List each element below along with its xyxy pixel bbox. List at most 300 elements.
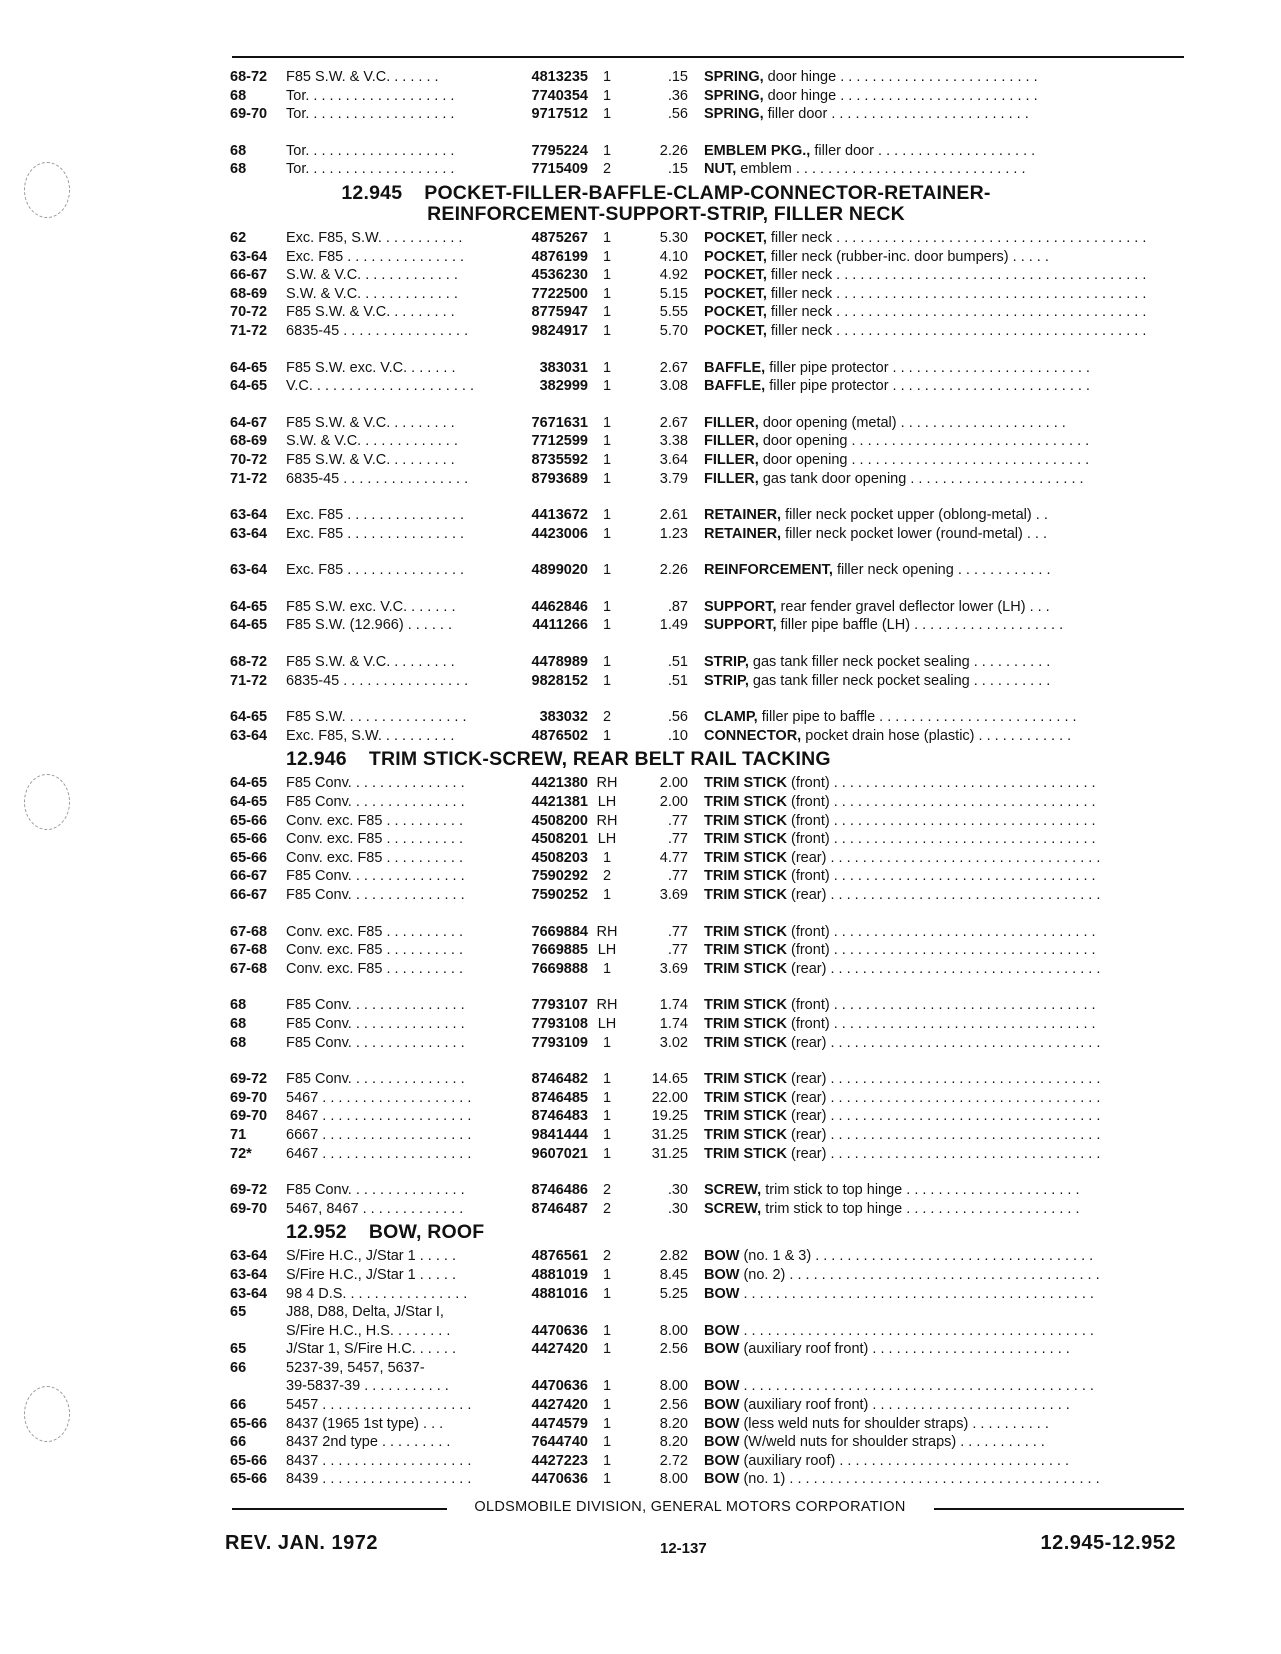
quantity: 1 (602, 525, 612, 542)
year-range: 69-70 (230, 1108, 268, 1125)
part-number: 4427223 (531, 1452, 588, 1469)
model-applicability: 8467 . . . . . . . . . . . . . . . . . . . (286, 1108, 472, 1125)
price: 3.69 (659, 960, 688, 977)
column-spacer (688, 229, 704, 248)
part-description (704, 1181, 1186, 1200)
part-detail: (front) . . . . . . . . . . . . . . . . . . . . . . . . . . . . . . . . . (791, 942, 1096, 959)
part-number: 4876199 (531, 248, 588, 265)
part-row (230, 266, 1186, 285)
part-description (704, 377, 1186, 396)
quantity (592, 1359, 622, 1378)
year-range: 65-66 (230, 1415, 268, 1432)
model-applicability: 6835-45 . . . . . . . . . . . . . . . . (286, 672, 469, 689)
part-number: 4423006 (531, 525, 588, 542)
quantity: 1 (602, 1378, 612, 1395)
footer-line (232, 1499, 1184, 1519)
part-description (704, 1126, 1186, 1145)
part-number: 8746486 (531, 1182, 588, 1199)
column-spacer (688, 248, 704, 267)
model-applicability: Tor. . . . . . . . . . . . . . . . . . . (286, 161, 455, 178)
part-number: 9841444 (531, 1126, 588, 1143)
year-range: 64-65 (230, 709, 268, 726)
column-spacer (688, 1452, 704, 1471)
model-applicability: F85 S.W. exc. V.C. . . . . . . (286, 598, 456, 615)
part-row (230, 414, 1186, 433)
row-spacer (230, 690, 1186, 708)
part-detail: (rear) . . . . . . . . . . . . . . . . . . . . . . . . . . . . . . . . . . (791, 1071, 1101, 1088)
column-spacer (688, 1107, 704, 1126)
part-description (704, 793, 1186, 812)
part-name: BOW (704, 1322, 740, 1339)
part-name: TRIM STICK (704, 1145, 787, 1162)
price: 5.70 (659, 322, 688, 339)
model-applicability: Tor. . . . . . . . . . . . . . . . . . . (286, 142, 455, 159)
part-row (230, 1247, 1186, 1266)
part-description (704, 229, 1186, 248)
part-number: 4876561 (531, 1248, 588, 1265)
quantity: 1 (602, 1108, 612, 1125)
part-number: 4427420 (531, 1341, 588, 1358)
year-range: 71-72 (230, 672, 268, 689)
part-row (230, 160, 1186, 179)
part-number: 7644740 (531, 1434, 588, 1451)
column-spacer (688, 1415, 704, 1434)
part-description (704, 303, 1186, 322)
part-name: TRIM STICK (704, 887, 787, 903)
part-number: 4462846 (531, 598, 588, 615)
part-detail: (rear) . . . . . . . . . . . . . . . . . . . . . . . . . . . . . . . . . . (791, 1145, 1101, 1162)
part-detail: filler neck pocket upper (oblong-metal) . . (785, 507, 1048, 524)
punch-hole-top (24, 162, 70, 218)
year-range (230, 1377, 286, 1396)
part-number: 4470636 (531, 1378, 588, 1395)
price: .10 (667, 727, 688, 744)
part-row (230, 774, 1186, 793)
price: .77 (667, 831, 688, 848)
part-description (704, 322, 1186, 341)
part-description (704, 886, 1186, 905)
top-rule (232, 56, 1184, 58)
part-row (230, 322, 1186, 341)
part-detail: (auxiliary roof) . . . . . . . . . . . . . . . . . . . . . . . . . . . . . (743, 1452, 1069, 1469)
column-spacer (688, 1266, 704, 1285)
row-spacer (230, 635, 1186, 653)
column-spacer (688, 160, 704, 179)
part-name: TRIM STICK (704, 997, 787, 1014)
row-spacer (230, 488, 1186, 506)
model-applicability: S/Fire H.C., J/Star 1 . . . . . (286, 1248, 457, 1265)
price: 8.20 (659, 1415, 688, 1432)
part-row (230, 1089, 1186, 1108)
part-detail: filler neck pocket lower (round-metal) . . . (785, 525, 1048, 542)
section-heading (286, 749, 1186, 770)
column-spacer (688, 774, 704, 793)
part-number: 9828152 (531, 672, 588, 689)
punch-hole-bottom (24, 1386, 70, 1442)
part-number: 4474579 (531, 1415, 588, 1432)
part-number: 4876502 (531, 727, 588, 744)
part-description (704, 285, 1186, 304)
part-description (704, 1303, 1186, 1322)
part-number: 4478989 (531, 654, 588, 671)
column-spacer (688, 996, 704, 1015)
quantity: 1 (602, 414, 612, 431)
part-name: RETAINER, (704, 507, 782, 524)
part-description (704, 1377, 1186, 1396)
part-detail: (rear) . . . . . . . . . . . . . . . . . . . . . . . . . . . . . . . . . . (791, 849, 1101, 866)
section-number: 12.952 (286, 1221, 347, 1244)
section-number: 12.945 (341, 181, 403, 204)
model-applicability: 39-5837-39 . . . . . . . . . . . (286, 1378, 449, 1395)
model-applicability: F85 S.W. exc. V.C. . . . . . . (286, 359, 456, 376)
footer-corporation: OLDSMOBILE DIVISION, GENERAL MOTORS CORPORATION (474, 1499, 906, 1515)
model-applicability: F85 S.W. & V.C. . . . . . . . . (286, 304, 455, 321)
part-row (230, 359, 1186, 378)
year-range: 65-66 (230, 831, 268, 848)
part-detail: door opening . . . . . . . . . . . . . . . . . . . . . . . . . . . . . . (762, 433, 1090, 450)
part-detail: (no. 1) . . . . . . . . . . . . . . . . . . . . . . . . . . . . . . . . . . . . . . . (743, 1471, 1100, 1488)
part-number: 7590252 (531, 887, 588, 903)
column-spacer (688, 1126, 704, 1145)
year-range: 68 (230, 142, 247, 159)
model-applicability: Conv. exc. F85 . . . . . . . . . . (286, 923, 464, 940)
part-name: TRIM STICK (704, 923, 787, 940)
part-description (704, 1247, 1186, 1266)
row-spacer (230, 1052, 1186, 1070)
model-applicability: Exc. F85 . . . . . . . . . . . . . . . (286, 562, 465, 579)
part-detail: filler neck . . . . . . . . . . . . . . . . . . . . . . . . . . . . . . . . . . . . . . . (770, 285, 1147, 302)
part-detail: door hinge . . . . . . . . . . . . . . . . . . . . . . . . . (767, 69, 1038, 85)
part-detail: filler pipe baffle (LH) . . . . . . . . . . . . . . . . . . . (780, 617, 1064, 634)
model-applicability: F85 S.W. & V.C. . . . . . . . . (286, 654, 455, 671)
price: .30 (667, 1200, 688, 1217)
year-range: 68-72 (230, 69, 268, 85)
section-range: 12.945-12.952 (1040, 1532, 1176, 1554)
part-number: 8746485 (531, 1089, 588, 1106)
part-name: SCREW, (704, 1200, 762, 1217)
part-name: BAFFLE, (704, 378, 766, 395)
quantity: 1 (602, 106, 612, 123)
price: .51 (667, 654, 688, 671)
price: .56 (667, 106, 688, 123)
part-name: BAFFLE, (704, 359, 766, 376)
part-description (704, 414, 1186, 433)
part-row (230, 1181, 1186, 1200)
model-applicability: Exc. F85 . . . . . . . . . . . . . . . (286, 525, 465, 542)
part-description (704, 87, 1186, 106)
quantity: 1 (602, 470, 612, 487)
year-range: 64-65 (230, 794, 268, 811)
year-range: 64-65 (230, 359, 268, 376)
part-row (230, 812, 1186, 831)
part-description (704, 1107, 1186, 1126)
quantity: 2 (602, 868, 612, 885)
part-number: 8775947 (531, 304, 588, 321)
quantity: 1 (602, 598, 612, 615)
price: 2.61 (659, 507, 688, 524)
quantity: 1 (602, 322, 612, 339)
year-range: 68-69 (230, 433, 268, 450)
part-row (230, 708, 1186, 727)
part-detail: (front) . . . . . . . . . . . . . . . . . . . . . . . . . . . . . . . . . (791, 997, 1096, 1014)
part-number: 7712599 (531, 433, 588, 450)
model-applicability: 6467 . . . . . . . . . . . . . . . . . . . (286, 1145, 472, 1162)
part-row (230, 1396, 1186, 1415)
part-description (704, 708, 1186, 727)
model-applicability: Exc. F85 . . . . . . . . . . . . . . . (286, 248, 465, 265)
price: .15 (667, 69, 688, 85)
part-detail: (W/weld nuts for shoulder straps) . . . . . . . . . . . (743, 1434, 1045, 1451)
quantity: 1 (602, 378, 612, 395)
quantity: 1 (602, 617, 612, 634)
part-detail: trim stick to top hinge . . . . . . . . . . . . . . . . . . . . . . (765, 1182, 1080, 1199)
part-number: 7671631 (531, 414, 588, 431)
part-description (704, 653, 1186, 672)
part-description (704, 996, 1186, 1015)
quantity: LH (597, 831, 617, 848)
column-spacer (688, 322, 704, 341)
quantity (592, 1303, 622, 1322)
part-description (704, 1015, 1186, 1034)
model-applicability: J88, D88, Delta, J/Star I, (286, 1304, 444, 1321)
part-number: 7740354 (531, 87, 588, 104)
part-name: BOW (704, 1378, 740, 1395)
part-row (230, 561, 1186, 580)
row-spacer (230, 341, 1186, 359)
part-row (230, 653, 1186, 672)
column-spacer (688, 830, 704, 849)
year-range: 63-64 (230, 525, 268, 542)
page-number: 12-137 (660, 1540, 707, 1557)
part-detail: (auxiliary roof front) . . . . . . . . . . . . . . . . . . . . . . . . . (743, 1397, 1070, 1414)
part-number: 4421381 (531, 794, 588, 811)
price: 1.23 (659, 525, 688, 542)
part-description (704, 598, 1186, 617)
part-number: 4536230 (531, 267, 588, 284)
part-name: TRIM STICK (704, 1034, 787, 1051)
part-detail: (rear) . . . . . . . . . . . . . . . . . . . . . . . . . . . . . . . . . . (791, 887, 1101, 903)
part-detail: (no. 1 & 3) . . . . . . . . . . . . . . . . . . . . . . . . . . . . . . . . . . . (743, 1248, 1094, 1265)
quantity: 1 (602, 451, 612, 468)
part-detail: filler door . . . . . . . . . . . . . . . . . . . . . . . . . (767, 106, 1029, 123)
part-number: 4875267 (531, 229, 588, 246)
part-number: 4899020 (531, 562, 588, 579)
part-name: FILLER, (704, 414, 759, 431)
section-title: BOW, ROOF (368, 1221, 485, 1244)
year-range: 63-64 (230, 248, 268, 265)
part-description (704, 432, 1186, 451)
part-detail: (front) . . . . . . . . . . . . . . . . . . . . . . . . . . . . . . . . . (791, 923, 1096, 940)
part-name: STRIP, (704, 654, 749, 671)
column-spacer (688, 1070, 704, 1089)
part-detail: rear fender gravel deflector lower (LH) . . . (780, 598, 1050, 615)
part-name: BOW (704, 1452, 740, 1469)
part-row (230, 470, 1186, 489)
quantity: 1 (602, 1397, 612, 1414)
part-description (704, 142, 1186, 161)
part-number: 383031 (539, 359, 588, 376)
part-number (506, 1359, 592, 1378)
price: 1.74 (659, 997, 688, 1014)
part-name: BOW (704, 1415, 740, 1432)
part-detail: (rear) . . . . . . . . . . . . . . . . . . . . . . . . . . . . . . . . . . (791, 1034, 1101, 1051)
column-spacer (688, 727, 704, 746)
year-range: 63-64 (230, 1248, 268, 1265)
part-description (704, 812, 1186, 831)
part-name: SPRING, (704, 87, 764, 104)
part-number: 4508200 (531, 812, 588, 829)
quantity: 2 (602, 709, 612, 726)
part-detail: emblem . . . . . . . . . . . . . . . . . . . . . . . . . . . . . (740, 161, 1026, 178)
year-range: 65 (230, 1341, 247, 1358)
price: 2.00 (659, 794, 688, 811)
model-applicability: F85 Conv. . . . . . . . . . . . . . . (286, 1034, 465, 1051)
part-description (704, 506, 1186, 525)
part-detail: filler pipe to baffle . . . . . . . . . . . . . . . . . . . . . . . . . (761, 709, 1077, 726)
price: .77 (667, 868, 688, 885)
part-number: 4508201 (531, 831, 588, 848)
column-spacer (688, 1470, 704, 1489)
year-range: 71 (230, 1126, 247, 1143)
year-range: 63-64 (230, 507, 268, 524)
part-name: CLAMP, (704, 709, 758, 726)
part-name: NUT, (704, 161, 737, 178)
price: 2.26 (659, 562, 688, 579)
part-row (230, 1070, 1186, 1089)
part-name: TRIM STICK (704, 1071, 787, 1088)
part-name: BOW (704, 1266, 740, 1283)
part-row (230, 1126, 1186, 1145)
part-description (704, 105, 1186, 124)
part-row (230, 248, 1186, 267)
column-spacer (688, 506, 704, 525)
quantity: LH (597, 794, 617, 811)
part-row (230, 87, 1186, 106)
part-row (230, 1303, 1186, 1322)
part-detail: (front) . . . . . . . . . . . . . . . . . . . . . . . . . . . . . . . . . (791, 1015, 1096, 1032)
model-applicability: Conv. exc. F85 . . . . . . . . . . (286, 812, 464, 829)
part-detail: trim stick to top hinge . . . . . . . . . . . . . . . . . . . . . . (765, 1200, 1080, 1217)
part-row (230, 1322, 1186, 1341)
part-detail: (auxiliary roof front) . . . . . . . . . . . . . . . . . . . . . . . . . (743, 1341, 1070, 1358)
year-range: 64-65 (230, 378, 268, 395)
model-applicability: Tor. . . . . . . . . . . . . . . . . . . (286, 106, 455, 123)
year-range: 66 (230, 1434, 247, 1451)
price: 8.45 (659, 1266, 688, 1283)
quantity: 1 (602, 849, 612, 866)
price: .36 (667, 87, 688, 104)
year-range: 70-72 (230, 304, 268, 321)
part-row (230, 285, 1186, 304)
model-applicability: 8437 2nd type . . . . . . . . . (286, 1434, 451, 1451)
year-range: 69-72 (230, 1182, 268, 1199)
year-range: 68 (230, 1015, 247, 1032)
model-applicability: F85 S.W. & V.C. . . . . . . . . (286, 451, 455, 468)
part-description (704, 359, 1186, 378)
part-detail: door opening . . . . . . . . . . . . . . . . . . . . . . . . . . . . . . (762, 451, 1090, 468)
year-range: 64-67 (230, 414, 268, 431)
model-applicability: Exc. F85, S.W. . . . . . . . . . . (286, 229, 463, 246)
quantity: 1 (602, 1434, 612, 1451)
part-name: SCREW, (704, 1182, 762, 1199)
part-name: SPRING, (704, 106, 764, 123)
price: 8.00 (659, 1322, 688, 1339)
quantity: 2 (602, 1200, 612, 1217)
year-range: 66 (230, 1397, 247, 1414)
year-range: 69-70 (230, 106, 268, 123)
quantity: RH (596, 775, 618, 792)
quantity: 1 (602, 69, 612, 85)
part-name: TRIM STICK (704, 794, 787, 811)
quantity: 1 (602, 654, 612, 671)
column-spacer (688, 525, 704, 544)
part-name: TRIM STICK (704, 812, 787, 829)
year-range: 63-64 (230, 1285, 268, 1302)
year-range: 69-72 (230, 1071, 268, 1088)
model-applicability: Exc. F85 . . . . . . . . . . . . . . . (286, 507, 465, 524)
part-number: 7793108 (531, 1015, 588, 1032)
year-range: 68-69 (230, 285, 268, 302)
part-number: 7722500 (531, 285, 588, 302)
model-applicability: 6667 . . . . . . . . . . . . . . . . . . . (286, 1126, 472, 1143)
part-name: POCKET, (704, 248, 767, 265)
price: .77 (667, 942, 688, 959)
quantity: 1 (602, 1471, 612, 1488)
section-heading (286, 183, 1046, 225)
part-row (230, 1340, 1186, 1359)
part-number: 9607021 (531, 1145, 588, 1162)
column-spacer (688, 1322, 704, 1341)
quantity: 1 (602, 562, 612, 579)
column-spacer (688, 561, 704, 580)
year-range: 65-66 (230, 849, 268, 866)
column-spacer (688, 303, 704, 322)
column-spacer (688, 849, 704, 868)
part-row (230, 142, 1186, 161)
price: 3.02 (659, 1034, 688, 1051)
year-range: 64-65 (230, 775, 268, 792)
model-applicability: F85 S.W. & V.C. . . . . . . . . (286, 414, 455, 431)
quantity: 1 (602, 267, 612, 284)
part-row (230, 598, 1186, 617)
price: 31.25 (651, 1145, 688, 1162)
price: 19.25 (651, 1108, 688, 1125)
price: 2.56 (659, 1397, 688, 1414)
part-detail: (rear) . . . . . . . . . . . . . . . . . . . . . . . . . . . . . . . . . . (791, 1108, 1101, 1125)
part-number: 4411266 (532, 617, 588, 634)
model-applicability: F85 Conv. . . . . . . . . . . . . . . (286, 775, 465, 792)
part-row (230, 1359, 1186, 1378)
price: 2.67 (659, 359, 688, 376)
part-number: 4421380 (531, 775, 588, 792)
part-number: 8746483 (531, 1108, 588, 1125)
year-range: 69-70 (230, 1089, 268, 1106)
part-row (230, 303, 1186, 322)
model-applicability: F85 Conv. . . . . . . . . . . . . . . (286, 1015, 465, 1032)
year-range: 64-65 (230, 598, 268, 615)
part-number: 7590292 (531, 868, 588, 885)
price: .30 (667, 1182, 688, 1199)
quantity: 1 (602, 1034, 612, 1051)
part-detail: gas tank filler neck pocket sealing . . . . . . . . . . (752, 654, 1051, 671)
part-name: SUPPORT, (704, 617, 777, 634)
price: 3.38 (659, 433, 688, 450)
year-range: 62 (230, 229, 247, 246)
column-spacer (688, 377, 704, 396)
part-row (230, 1285, 1186, 1304)
price: 8.00 (659, 1378, 688, 1395)
part-description (704, 451, 1186, 470)
